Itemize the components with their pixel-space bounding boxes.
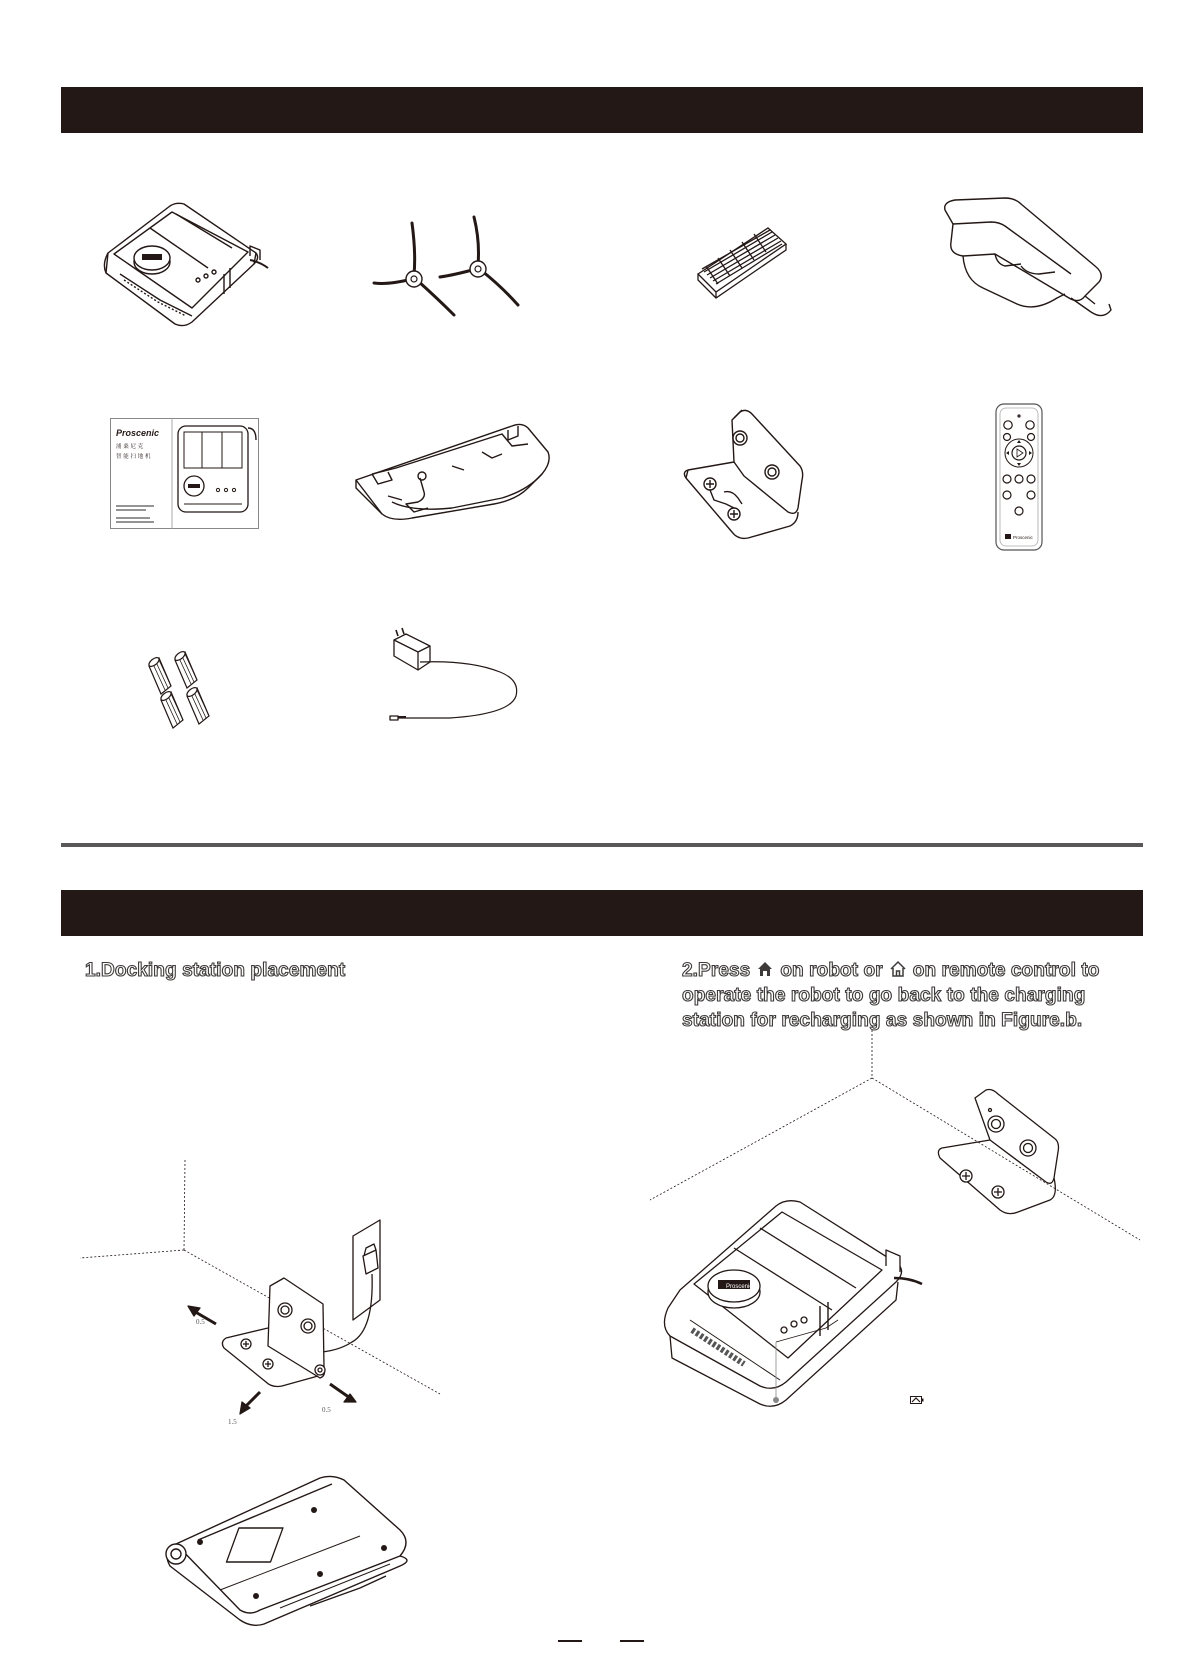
mop-pad-illustration [935,194,1110,334]
charging-dock-illustration [680,404,810,549]
page-number-left-line [558,1640,582,1642]
section-divider [61,843,1143,847]
mop-bracket-illustration [352,418,562,528]
return-to-dock-figure [650,1030,1145,1430]
power-adapter-illustration [390,630,530,725]
manual-brand-text: Proscenic [116,428,160,438]
home-filled-icon [756,960,774,978]
clearance-left: 0.5 [196,1318,205,1326]
user-manual-illustration [110,418,260,530]
home-outline-icon [889,960,907,978]
step-2-line1-end: on remote control to [912,960,1100,981]
clearance-front: 1.5 [228,1418,237,1426]
manual-subtitle-cn: 智 能 扫 地 机 [116,454,151,460]
step-2-line3: station for recharging as shown in Figure.b. [682,1010,1083,1031]
dock-placement-figure [80,1160,460,1430]
robot-vacuum-illustration [100,198,270,333]
step-1-title: 1.Docking station placement [85,960,346,981]
remote-control-illustration [995,403,1045,553]
clearance-right: 0.5 [322,1406,331,1414]
page-number-right-line [620,1640,644,1642]
charging-header-bar [61,890,1143,936]
battery-icon [910,1396,924,1404]
filter-sponges-illustration [145,652,225,737]
remote-brand-text: Proscenic [1013,535,1033,540]
manual-title-cn: 浦 桑 尼 克 [116,444,144,450]
step-2-prefix: 2.Press [682,960,751,981]
robot-brand-text: Proscenic [726,1284,753,1290]
step-2-instructions [682,958,1122,1033]
step-2-mid: on robot or [780,960,883,981]
side-brushes-illustration [368,213,538,323]
package-contents-header-bar [61,87,1143,133]
sponge-1 [147,656,171,694]
sponge-2 [173,650,197,688]
sponge-3 [159,690,183,728]
step-2-line2: operate the robot to go back to the charging [682,985,1086,1006]
robot-underside-illustration [160,1470,420,1630]
hepa-filter-illustration [688,222,798,302]
sponge-4 [185,686,209,724]
